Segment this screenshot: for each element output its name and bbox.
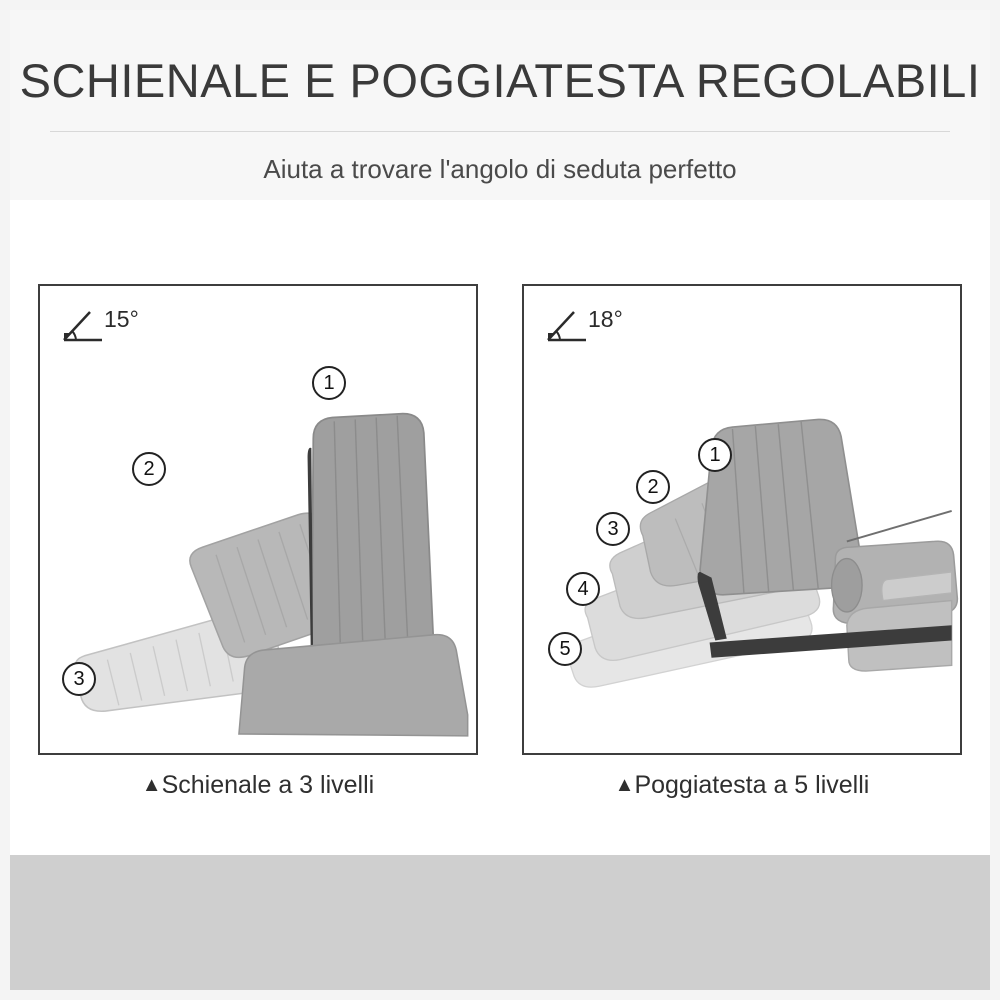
panel-row xyxy=(10,200,990,800)
panel-headrest xyxy=(522,284,962,800)
angle-label-right: 18° xyxy=(588,306,623,332)
angle-label-left: 15° xyxy=(104,306,139,332)
callout-1: 1 xyxy=(698,438,732,472)
callout-4: 4 xyxy=(566,572,600,606)
page-edge-right xyxy=(990,0,1000,1000)
backrest-illustration xyxy=(40,286,476,753)
page-edge-left xyxy=(0,0,10,1000)
page-edge-top xyxy=(0,0,1000,10)
seat-base-shape xyxy=(235,635,468,753)
page-subtitle: Aiuta a trovare l'angolo di seduta perfetto xyxy=(263,154,737,185)
caption-marker-icon: ▲ xyxy=(141,774,162,796)
callout-5: 5 xyxy=(548,632,582,666)
callout-2: 2 xyxy=(132,452,166,486)
header xyxy=(10,10,990,200)
panel-backrest-caption xyxy=(142,771,374,800)
page-edge-bottom xyxy=(0,990,1000,1000)
panel-backrest-box xyxy=(38,284,478,755)
callout-3: 3 xyxy=(596,512,630,546)
headrest-illustration xyxy=(524,286,960,753)
panel-headrest-caption xyxy=(615,771,870,800)
callout-1: 1 xyxy=(312,366,346,400)
caption-marker-icon: ▲ xyxy=(614,774,635,796)
callout-3: 3 xyxy=(62,662,96,696)
panel-backrest xyxy=(38,284,478,800)
page-title: SCHIENALE E POGGIATESTA REGOLABILI xyxy=(19,54,981,107)
panel-backrest-caption-text: Schienale a 3 livelli xyxy=(161,771,375,799)
main-content xyxy=(10,200,990,855)
panel-headrest-caption-text: Poggiatesta a 5 livelli xyxy=(634,771,870,799)
footer-band xyxy=(10,855,990,990)
callout-2: 2 xyxy=(636,470,670,504)
panel-headrest-box xyxy=(522,284,962,755)
